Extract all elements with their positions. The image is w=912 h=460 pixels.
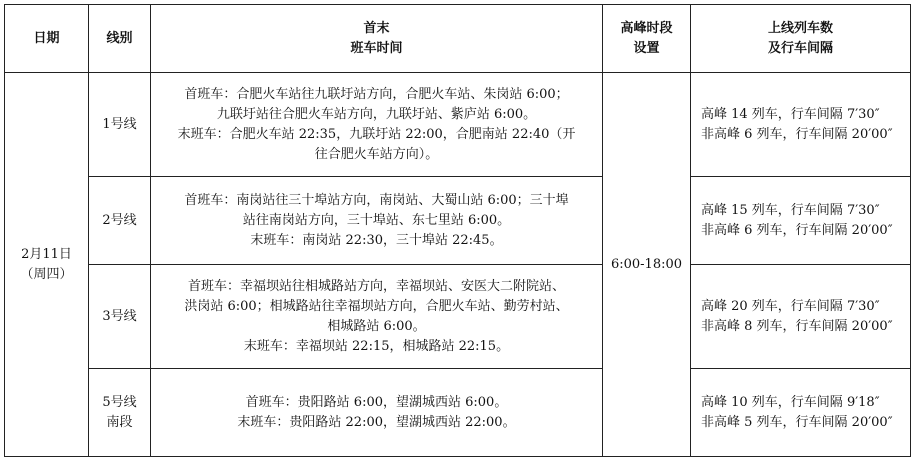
- line-cell: 1号线: [89, 73, 151, 177]
- schedule-cell: 首班车：合肥火车站往九联圩站方向，合肥火车站、朱岗站 6:00； 九联圩站往合肥火车站方向，九联圩站、紫庐站 6:00。 末班车：合肥火车站 22:35，九联圩站 22:00，合肥南站 22:40（开 往合肥火车站方向）。: [151, 73, 603, 177]
- schedule-table: [4, 4, 911, 457]
- trains-cell: 高峰 20 列车，行车间隔 7′30″ 非高峰 8 列车，行车间隔 20′00″: [691, 265, 911, 369]
- table-row: [5, 177, 911, 265]
- table-row: [5, 265, 911, 369]
- trains-cell: 高峰 15 列车，行车间隔 7′30″ 非高峰 6 列车，行车间隔 20′00″: [691, 177, 911, 265]
- table-row: [5, 369, 911, 457]
- header-row: [5, 5, 911, 73]
- table-row: [5, 73, 911, 177]
- line-cell: 5号线 南段: [89, 369, 151, 457]
- header-line: 线别: [89, 5, 151, 73]
- schedule-cell: 首班车：幸福坝站往相城路站方向，幸福坝站、安医大二附院站、 洪岗站 6:00；相城路站往幸福坝站方向，合肥火车站、勤劳村站、 相城路站 6:00。 末班车：幸福坝站 22:15，相城路站 22:15。: [151, 265, 603, 369]
- line-cell: 2号线: [89, 177, 151, 265]
- schedule-cell: 首班车：南岗站往三十埠站方向，南岗站、大蜀山站 6:00；三十埠 站往南岗站方向，三十埠站、东七里站 6:00。 末班车：南岗站 22:30，三十埠站 22:45。: [151, 177, 603, 265]
- header-date: 日期: [5, 5, 89, 73]
- schedule-cell: 首班车：贵阳路站 6:00，望湖城西站 6:00。 末班车：贵阳路站 22:00，望湖城西站 22:00。: [151, 369, 603, 457]
- line-cell: 3号线: [89, 265, 151, 369]
- peak-period-cell: 6:00-18:00: [603, 73, 691, 457]
- header-trains: 上线列车数 及行车间隔: [691, 5, 911, 73]
- date-cell: 2月11日 （周四）: [5, 73, 89, 457]
- trains-cell: 高峰 10 列车，行车间隔 9′18″ 非高峰 5 列车，行车间隔 20′00″: [691, 369, 911, 457]
- header-peak: 高峰时段 设置: [603, 5, 691, 73]
- header-time: 首末 班车时间: [151, 5, 603, 73]
- trains-cell: 高峰 14 列车，行车间隔 7′30″ 非高峰 6 列车，行车间隔 20′00″: [691, 73, 911, 177]
